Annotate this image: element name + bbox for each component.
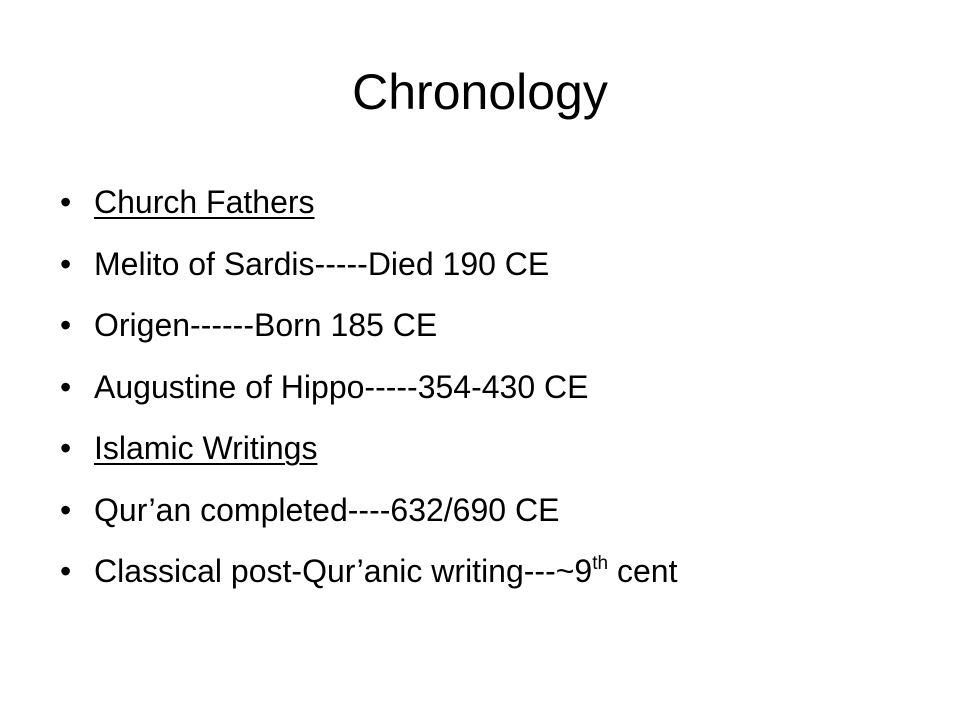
item-text: Origen------Born 185 CE [94, 307, 438, 344]
list-item [60, 418, 677, 480]
list-item [60, 234, 677, 296]
bullet-icon: • [60, 184, 72, 221]
item-text: Qur’an completed----632/690 CE [94, 491, 560, 528]
item-text [94, 553, 677, 590]
bullet-icon: • [60, 491, 72, 528]
item-text-main: Classical post-Qur’anic writing---~9 [94, 553, 593, 590]
section-heading-church-fathers: Church Fathers [94, 184, 315, 221]
list-item [60, 295, 677, 357]
ordinal-superscript: th [592, 553, 609, 575]
list-item [60, 357, 677, 419]
item-text: Augustine of Hippo-----354-430 CE [94, 368, 589, 405]
bullet-icon: • [60, 430, 72, 467]
bullet-icon: • [60, 245, 72, 282]
bullet-icon: • [60, 307, 72, 344]
section-heading-islamic-writings: Islamic Writings [94, 430, 318, 467]
bullet-icon: • [60, 553, 72, 590]
list-item [60, 480, 677, 542]
item-text: Melito of Sardis-----Died 190 CE [94, 245, 550, 282]
slide-title: Chronology [352, 64, 608, 120]
bullet-list [60, 172, 677, 603]
bullet-icon: • [60, 368, 72, 405]
list-item [60, 541, 677, 603]
item-text-suffix: cent [608, 553, 678, 590]
list-item [60, 172, 677, 234]
